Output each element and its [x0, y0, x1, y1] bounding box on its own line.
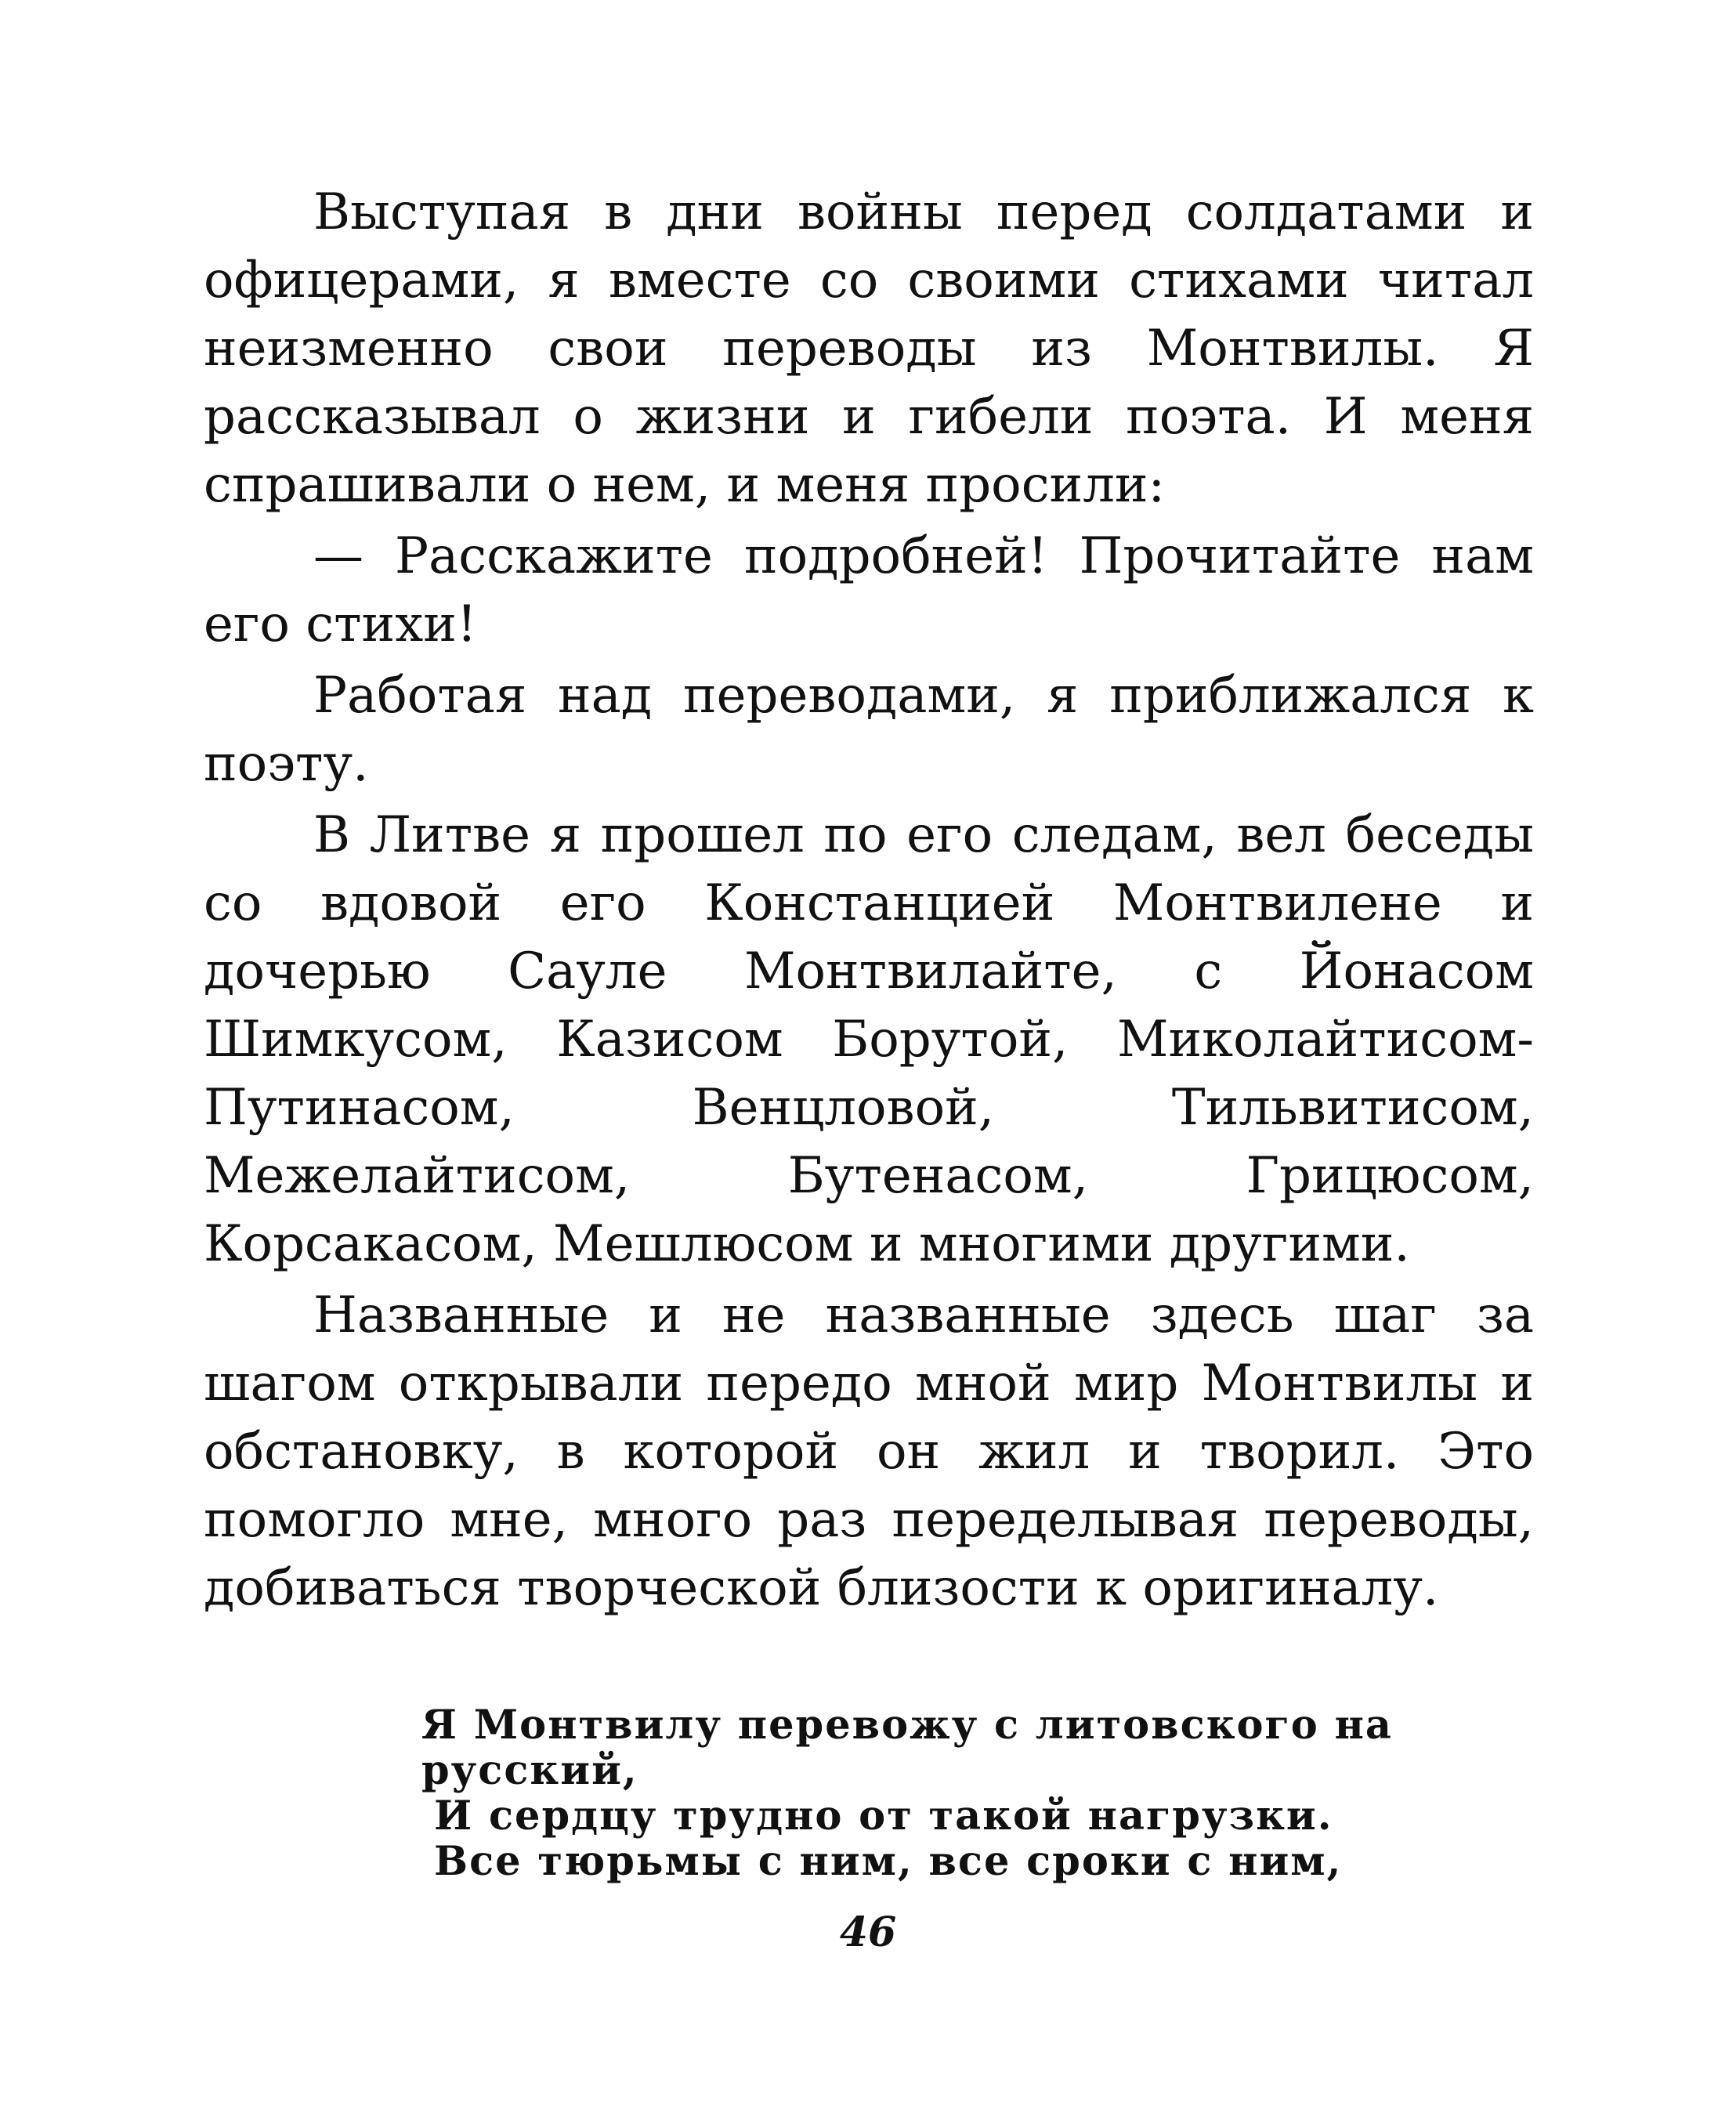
- paragraph: Названные и не названные здесь шаг за шагом открывали передо мной мир Монтвилы и обстановку, в которой он жил и творил. Это помогло мне, много раз переделывая переводы, добиваться творческой близости к оригиналу.: [204, 1286, 1534, 1617]
- verse-line: Я Монтвилу перевожу с литовского на русский,: [421, 1702, 1393, 1794]
- paragraph: В Литве я прошел по его следам, вел беседы со вдовой его Констанцией Монтвилене и дочерью Сауле Монтвилайте, с Йонасом Шимкусом, Казисом Борутой, Миколайтисом-Путинасом, Венцловой, Тильвитисом, Межелайтисом, Бутенасом, Грицюсом, Корсакасом, Мешлюсом и многими другими.: [204, 806, 1534, 1273]
- paragraph: — Расскажите подробней! Прочитайте нам его стихи!: [204, 527, 1534, 653]
- prose-body: [204, 179, 1534, 1623]
- verse-line: И сердцу трудно от такой нагрузки.: [434, 1793, 1333, 1840]
- paragraph: Выступая в дни войны перед солдатами и офицерами, я вместе со своими стихами читал неизменно свои переводы из Монтвилы. Я рассказывал о жизни и гибели поэта. И меня спрашивали о нем, и меня просили:: [204, 183, 1534, 514]
- verse-quote: [421, 1702, 1534, 1884]
- verse-line: Все тюрьмы с ним, все сроки с ним,: [434, 1838, 1343, 1885]
- page-number: 46: [839, 1908, 897, 1956]
- paragraph: Работая над переводами, я приближался к поэту.: [204, 667, 1534, 793]
